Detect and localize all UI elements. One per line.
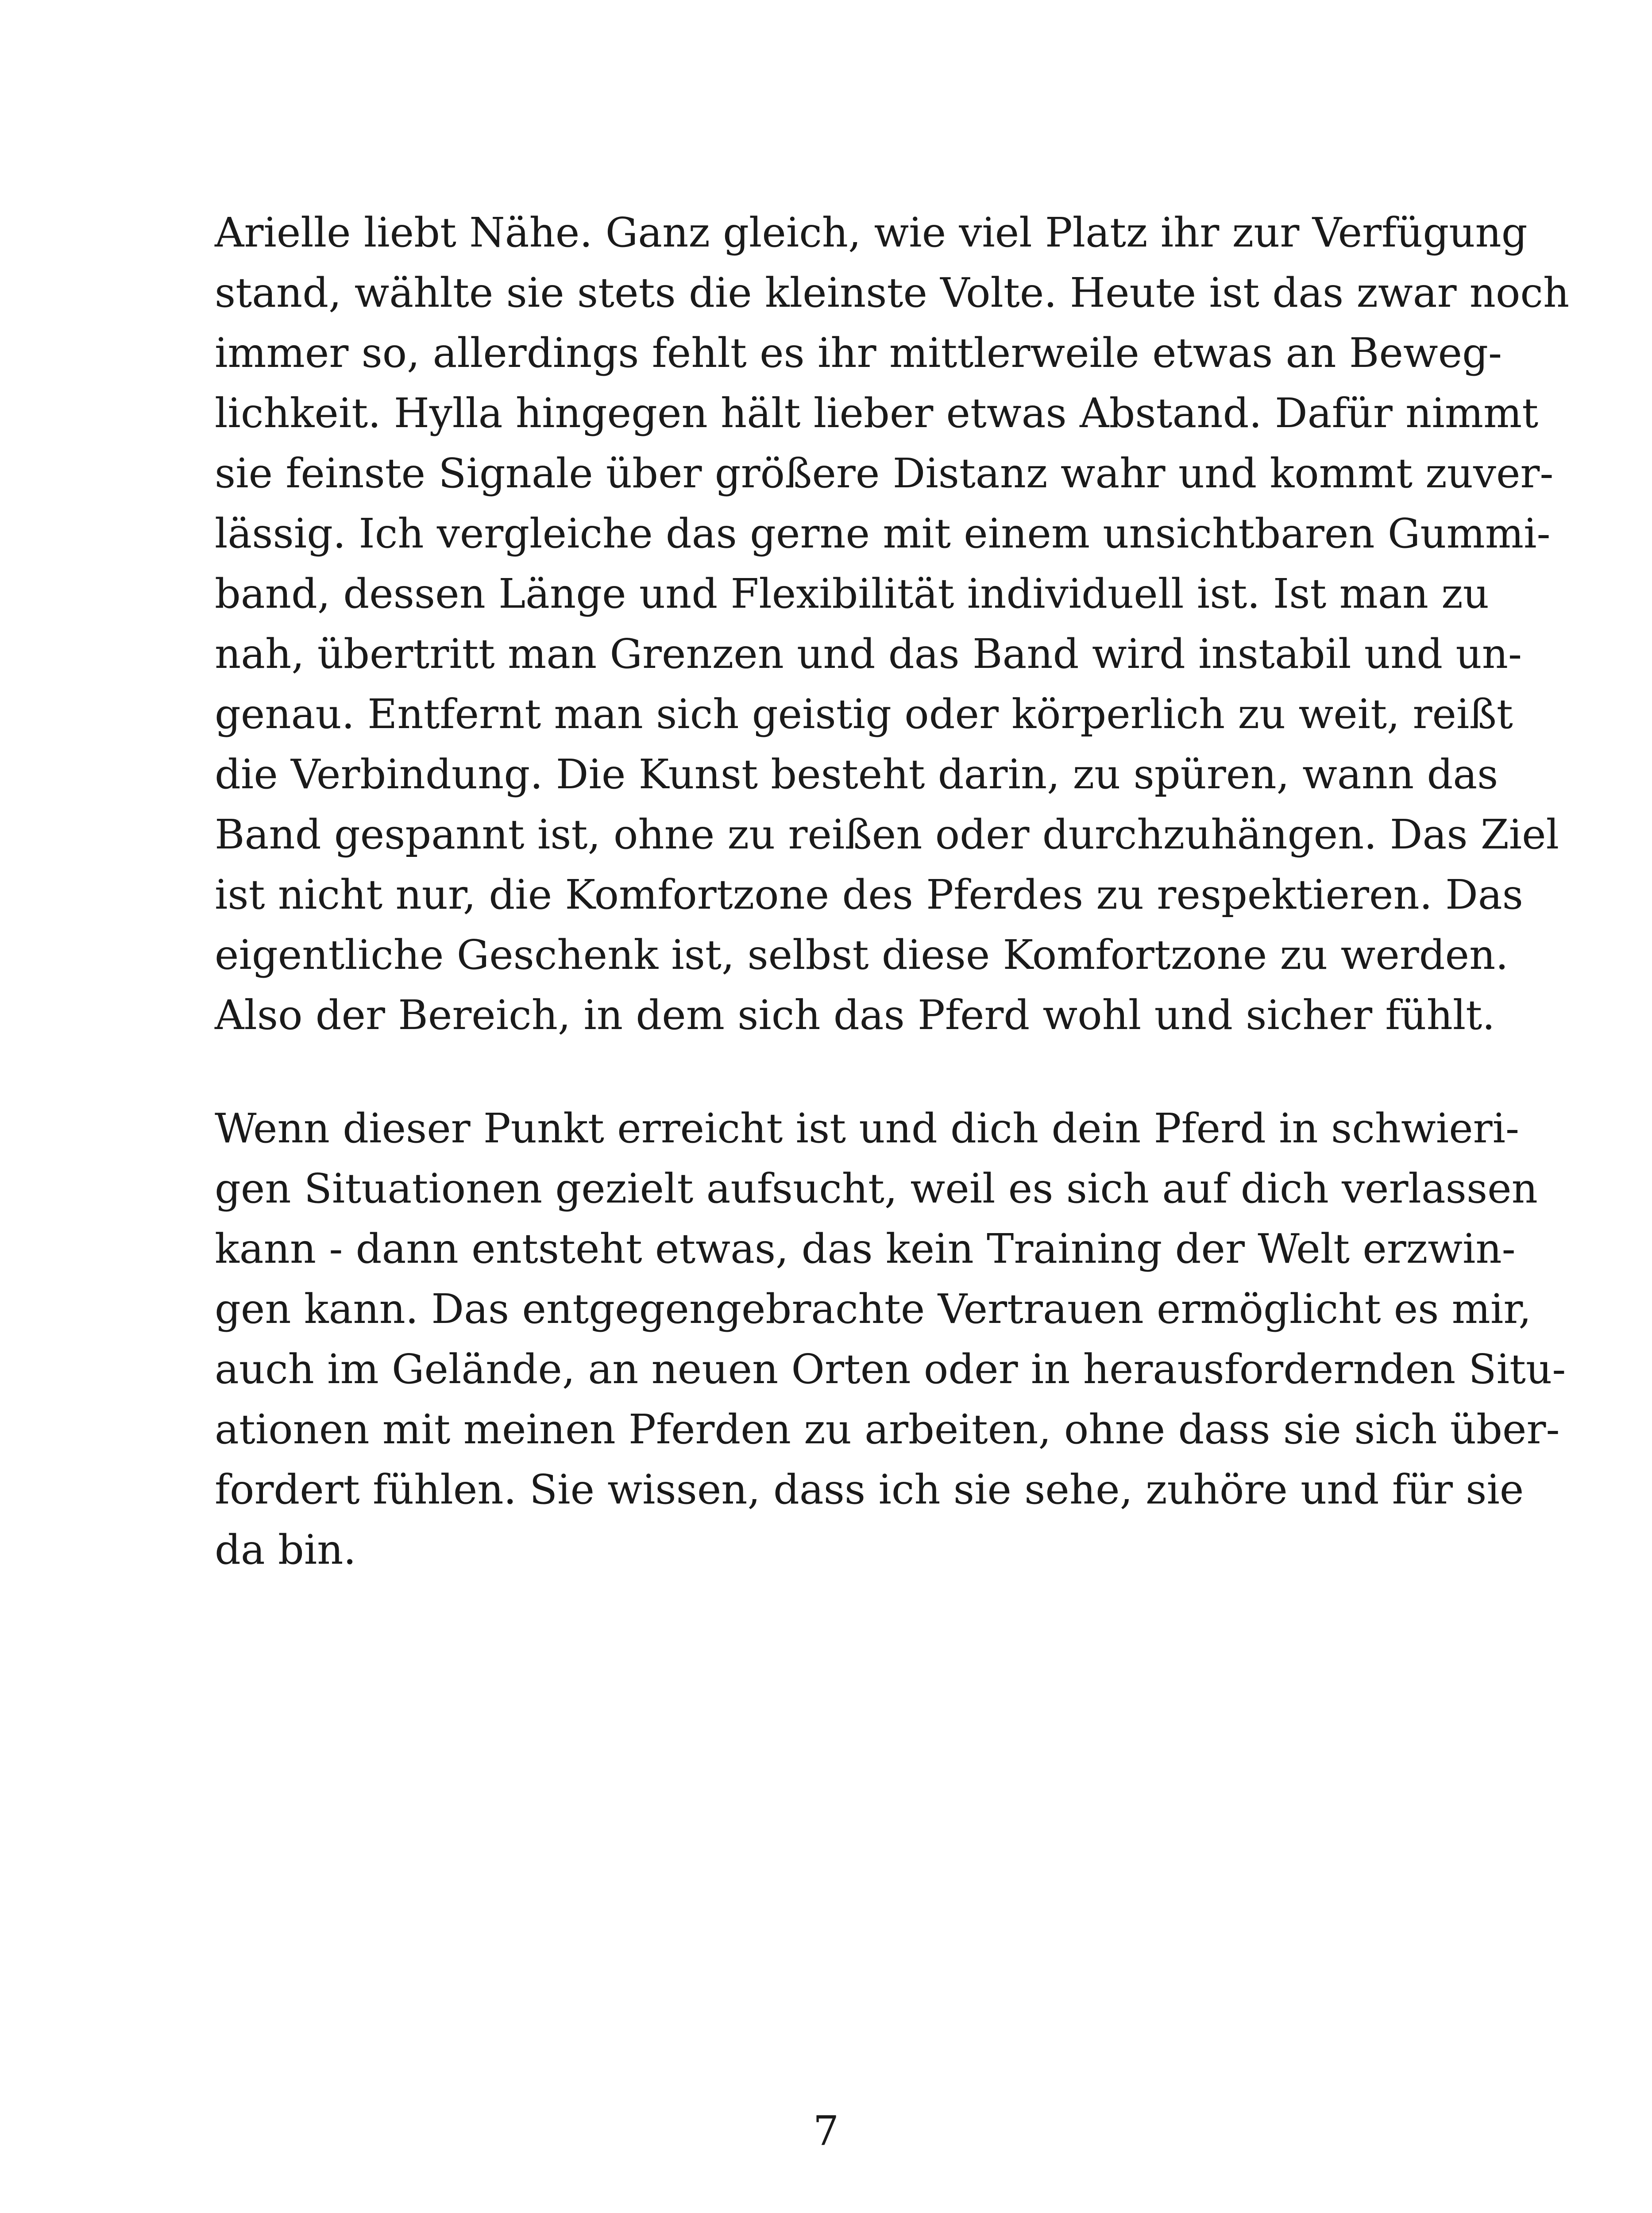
text-line: eigentliche Geschenk ist, selbst diese Komfortzone zu werden. bbox=[215, 931, 1509, 979]
text-line: gen kann. Das entgegengebrachte Vertrauen ermöglicht es mir, bbox=[215, 1285, 1532, 1333]
body-text bbox=[215, 203, 1570, 1580]
text-line: sie feinste Signale über größere Distanz wahr und kommt zuver- bbox=[215, 450, 1554, 497]
text-line: Wenn dieser Punkt erreicht ist und dich dein Pferd in schwieri- bbox=[215, 1105, 1520, 1152]
paragraph-1 bbox=[215, 203, 1570, 1045]
text-line: nah, übertritt man Grenzen und das Band wird instabil und un- bbox=[215, 630, 1522, 678]
text-line: die Verbindung. Die Kunst besteht darin, zu spüren, wann das bbox=[215, 751, 1498, 798]
text-line: ationen mit meinen Pferden zu arbeiten, ohne dass sie sich über- bbox=[215, 1406, 1560, 1453]
paragraph-gap bbox=[215, 1045, 1437, 1099]
text-line: lässig. Ich vergleiche das gerne mit einem unsichtbaren Gummi- bbox=[215, 510, 1551, 557]
text-line: auch im Gelände, an neuen Orten oder in herausfordernden Situ- bbox=[215, 1346, 1566, 1393]
text-line: fordert fühlen. Sie wissen, dass ich sie sehe, zuhöre und für sie bbox=[215, 1466, 1524, 1513]
text-line: band, dessen Länge und Flexibilität individuell ist. Ist man zu bbox=[215, 570, 1489, 617]
paragraph-2 bbox=[215, 1099, 1566, 1580]
text-line: gen Situationen gezielt aufsucht, weil es sich auf dich verlassen bbox=[215, 1165, 1538, 1212]
text-line: genau. Entfernt man sich geistig oder körperlich zu weit, reißt bbox=[215, 690, 1513, 738]
text-line: kann - dann entsteht etwas, das kein Training der Welt erzwin- bbox=[215, 1225, 1516, 1272]
page-number: 7 bbox=[813, 2107, 839, 2155]
text-line: Band gespannt ist, ohne zu reißen oder durchzuhängen. Das Ziel bbox=[215, 811, 1559, 858]
text-line: ist nicht nur, die Komfortzone des Pferdes zu respektieren. Das bbox=[215, 871, 1523, 918]
text-line: lichkeit. Hylla hingegen hält lieber etwas Abstand. Dafür nimmt bbox=[215, 389, 1539, 437]
text-line: Arielle liebt Nähe. Ganz gleich, wie viel Platz ihr zur Verfügung bbox=[215, 209, 1528, 256]
text-line: Also der Bereich, in dem sich das Pferd wohl und sicher fühlt. bbox=[215, 991, 1495, 1039]
text-line: stand, wählte sie stets die kleinste Volte. Heute ist das zwar noch bbox=[215, 269, 1570, 316]
text-line: da bin. bbox=[215, 1526, 356, 1573]
text-line: immer so, allerdings fehlt es ihr mittlerweile etwas an Beweg- bbox=[215, 329, 1502, 377]
